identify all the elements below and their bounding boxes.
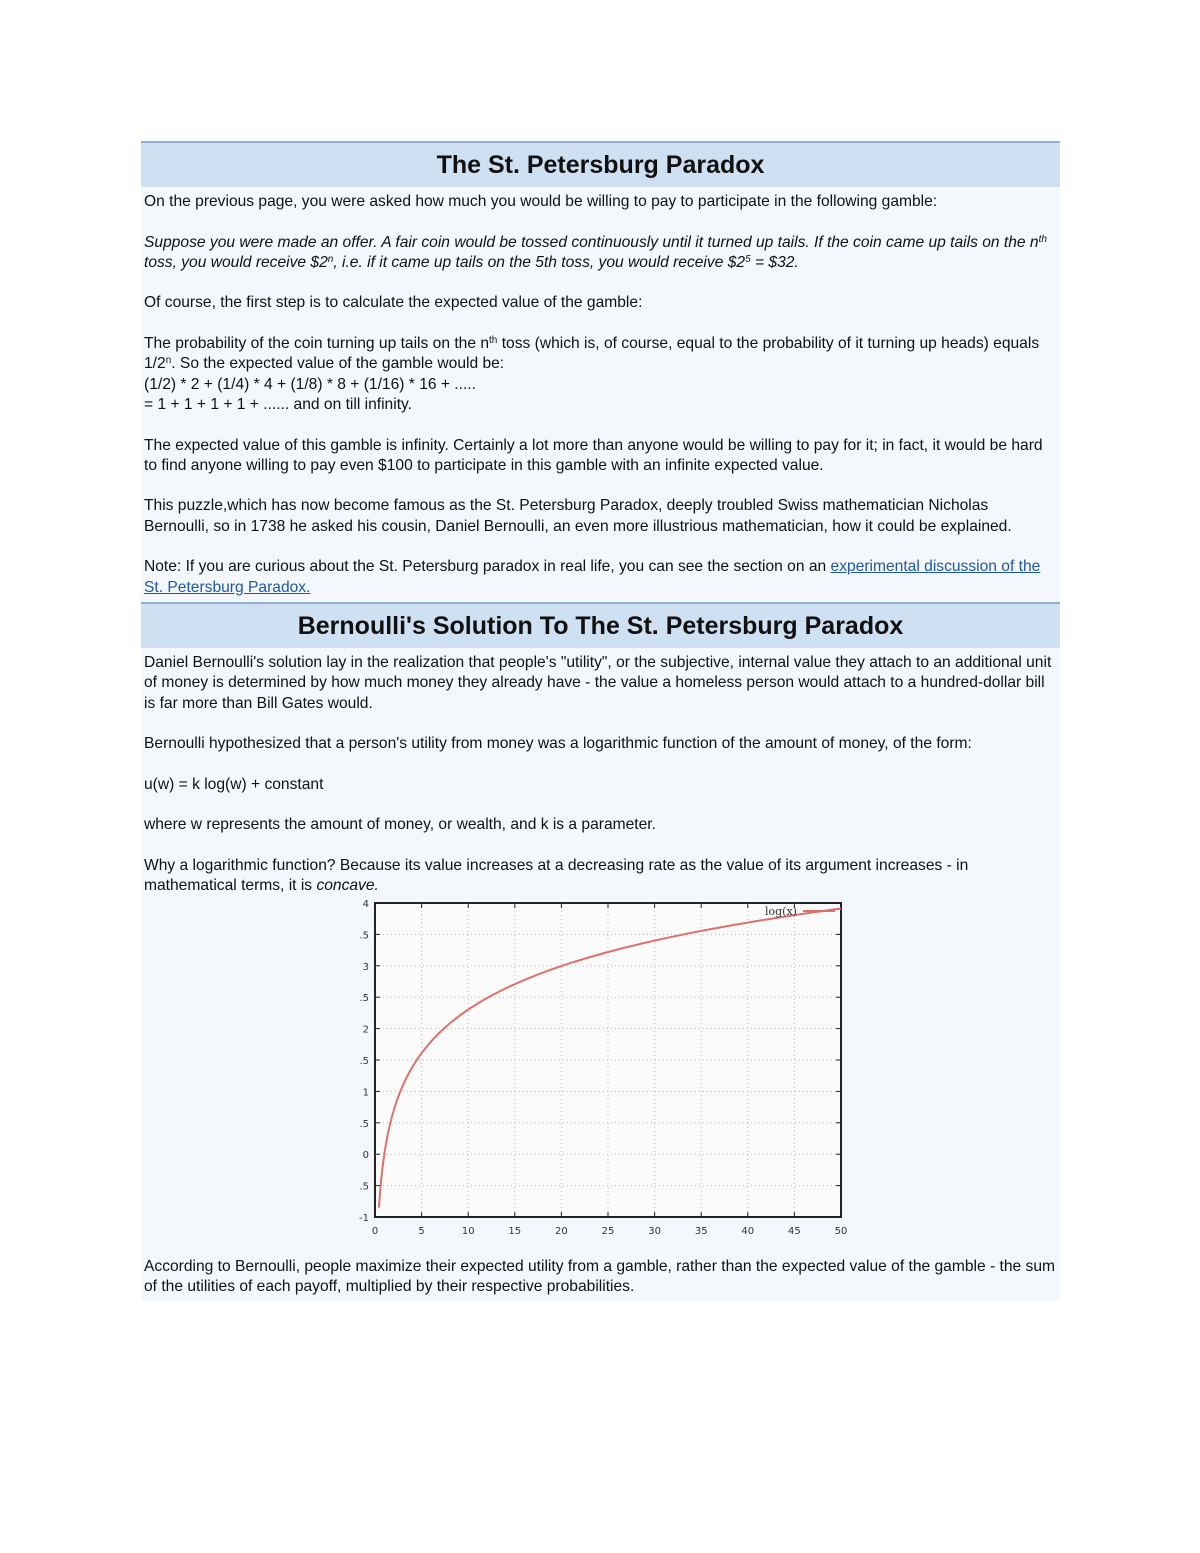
section-bernoulli-solution [141,602,1060,1301]
x-tick-label: 35 [694,1225,708,1237]
note-paragraph [144,557,1056,598]
offer-text-3: , i.e. if it came up tails on the 5th toss, you would receive $2 [333,253,746,271]
parameter-paragraph: where w represents the amount of money, or wealth, and k is a parameter. [144,816,656,834]
x-tick-label: 40 [741,1225,755,1237]
offer-text-2: toss, you would receive $2 [144,253,328,271]
prob-text-3: . So the expected value of the gamble would be: [171,355,505,373]
legend-label: log(x) [765,904,797,918]
x-tick-label: 45 [788,1225,801,1237]
experimental-discussion-link[interactable]: experimental discussion of the St. Petersburg Paradox. [144,558,1041,596]
prob-sup-2: n [165,355,172,367]
offer-text-1: Suppose you were made an offer. A fair coin would be tossed continuously until it turned up tails. If the coin came up tails on the n [144,233,1039,251]
offer-paragraph [144,233,1056,274]
section-title-bernoulli: Bernoulli's Solution To The St. Petersburg Paradox [141,602,1060,648]
concave-em: concave. [316,877,379,895]
x-tick-label: 15 [508,1225,522,1237]
y-tick-label: 2 [362,1024,369,1036]
offer-sup-2: n [327,253,334,265]
x-tick-label: 0 [371,1225,379,1237]
y-tick-label: .5 [359,1181,369,1193]
infinity-paragraph: The expected value of this gamble is infinity. Certainly a lot more than anyone would be willing to pay for it; in fact, it would be hard to find anyone willing to pay even $100 to participate in this gamble with an infinite expected value. [144,436,1043,474]
y-tick-label: 3 [362,961,369,973]
y-tick-label: 1 [362,1086,369,1098]
utility-paragraph: Daniel Bernoulli's solution lay in the realization that people's "utility", or the subjective, internal value they attach to an additional unit of money is determined by how much money they already have - the value a homeless person would attach to a hundred-dollar bill is far more than Bill Gates would. [144,653,1052,712]
y-tick-label: .5 [359,1118,369,1130]
section-title-paradox: The St. Petersburg Paradox [141,141,1060,187]
concave-paragraph [144,856,1056,897]
section-st-petersburg-paradox [141,141,1060,602]
x-tick-label: 50 [834,1225,848,1237]
note-text: Note: If you are curious about the St. Petersburg paradox in real life, you can see the section on an [144,558,831,576]
y-tick-label: .5 [359,1055,369,1067]
x-tick-label: 5 [418,1225,425,1237]
x-tick-label: 30 [648,1225,661,1237]
intro-paragraph: On the previous page, you were asked how much you would be willing to pay to participate in the following gamble: [144,193,938,210]
hypothesis-paragraph: Bernoulli hypothesized that a person's utility from money was a logarithmic function of the amount of money, of the form: [144,735,972,753]
utility-formula: u(w) = k log(w) + constant [144,775,324,793]
x-tick-label: 25 [601,1225,615,1237]
prob-text-1: The probability of the coin turning up tails on the n [144,335,490,353]
puzzle-paragraph: This puzzle,which has now become famous as the St. Petersburg Paradox, deeply troubled Swiss mathematician Nicholas Bernoulli, so in 1738 he asked his cousin, Daniel Bernoulli, an even more illustrious mathematician, how it could be explained. [144,497,1012,535]
y-tick-label: -1 [359,1212,369,1224]
x-tick-label: 20 [555,1225,568,1237]
y-tick-label: 0 [362,1149,369,1161]
prob-sup-1: th [489,335,498,347]
offer-text-4: = $32. [750,253,799,271]
chart-container [144,897,1056,1243]
offer-sup-1: th [1038,233,1047,245]
y-tick-label: 4 [362,898,369,910]
formula-line-2: = 1 + 1 + 1 + 1 + ...... and on till infinity. [144,395,413,413]
prob-text-2: toss (which is, of course, equal to the probability of it turning up heads) equals 1/2 [144,335,1040,373]
offer-sup-3: 5 [745,253,751,265]
y-tick-label: .5 [359,992,369,1004]
x-tick-label: 10 [461,1225,475,1237]
expected-utility-paragraph: According to Bernoulli, people maximize their expected utility from a gamble, rather than the expected value of the gamble - the sum of the utilities of each payoff, multiplied by their respective probabilities. [144,1257,1055,1295]
document-page [141,141,1060,1301]
formula-line-1: (1/2) * 2 + (1/4) * 4 + (1/8) * 8 + (1/16) * 16 + ..... [144,375,476,393]
log-chart [345,897,855,1243]
concave-text: Why a logarithmic function? Because its value increases at a decreasing rate as the value of its argument increases - in mathematical terms, it is [144,856,969,895]
probability-paragraph [144,334,1056,375]
y-tick-label: .5 [359,929,369,941]
first-step-paragraph: Of course, the first step is to calculate the expected value of the gamble: [144,294,643,312]
